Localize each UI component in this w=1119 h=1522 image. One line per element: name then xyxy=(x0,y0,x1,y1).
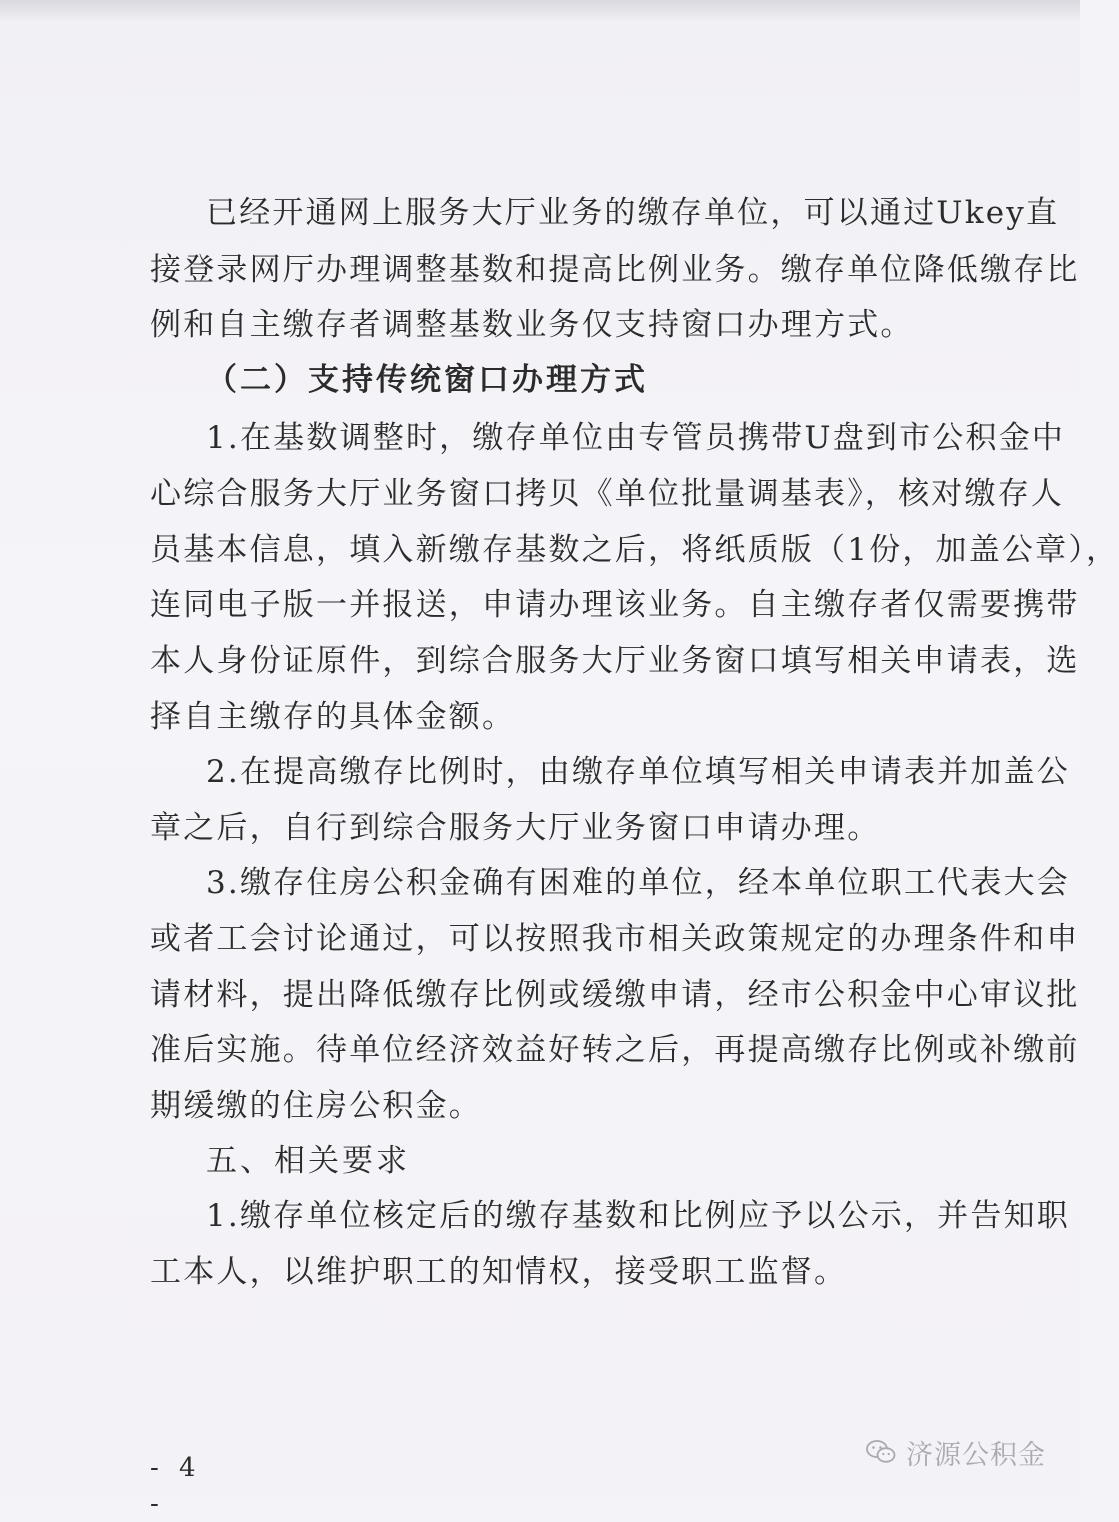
paragraph-line: 准后实施。待单位经济效益好转之后，再提高缴存比例或补缴前 xyxy=(150,1032,1080,1068)
paragraph-line: 心综合服务大厅业务窗口拷贝《单位批量调基表》，核对缴存人 xyxy=(150,476,1065,512)
paragraph-line: 2.在提高缴存比例时，由缴存单位填写相关申请表并加盖公 xyxy=(206,754,1070,790)
paragraph-line: 工本人，以维护职工的知情权，接受职工监督。 xyxy=(150,1254,848,1290)
paragraph-line: 连同电子版一并报送，申请办理该业务。自主缴存者仅需要携带 xyxy=(150,587,1080,623)
paragraph-line: 期缓缴的住房公积金。 xyxy=(150,1088,482,1124)
paragraph-line: 接登录网厅办理调整基数和提高比例业务。缴存单位降低缴存比 xyxy=(150,252,1080,288)
paragraph-line: 员基本信息，填入新缴存基数之后，将纸质版（1份，加盖公章）， xyxy=(150,532,1119,568)
paragraph-line: 本人身份证原件，到综合服务大厅业务窗口填写相关申请表，选 xyxy=(150,643,1080,679)
paragraph-line: 例和自主缴存者调整基数业务仅支持窗口办理方式。 xyxy=(150,307,914,343)
paragraph-line: 或者工会讨论通过，可以按照我市相关政策规定的办理条件和申 xyxy=(150,921,1080,957)
section-heading: （二）支持传统窗口办理方式 xyxy=(206,362,648,398)
wechat-icon xyxy=(866,1439,896,1465)
paragraph-line: 1.缴存单位核定后的缴存基数和比例应予以公示，并告知职 xyxy=(206,1198,1070,1234)
paragraph-line: 请材料，提出降低缴存比例或缓缴申请，经市公积金中心审议批 xyxy=(150,977,1080,1013)
paragraph-line: 3.缴存住房公积金确有困难的单位，经本单位职工代表大会 xyxy=(206,865,1070,901)
paragraph-line: 已经开通网上服务大厅业务的缴存单位，可以通过Ukey直 xyxy=(206,195,1060,231)
paragraph-line: 1.在基数调整时，缴存单位由专管员携带U盘到市公积金中 xyxy=(206,420,1066,456)
section-heading: 五、相关要求 xyxy=(206,1143,410,1179)
paragraph-line: 章之后，自行到综合服务大厅业务窗口申请办理。 xyxy=(150,810,881,846)
page-number: - 4 - xyxy=(150,1453,202,1519)
paragraph-line: 择自主缴存的具体金额。 xyxy=(150,699,516,735)
watermark xyxy=(866,1432,1046,1472)
watermark-text: 济源公积金 xyxy=(906,1439,1046,1471)
